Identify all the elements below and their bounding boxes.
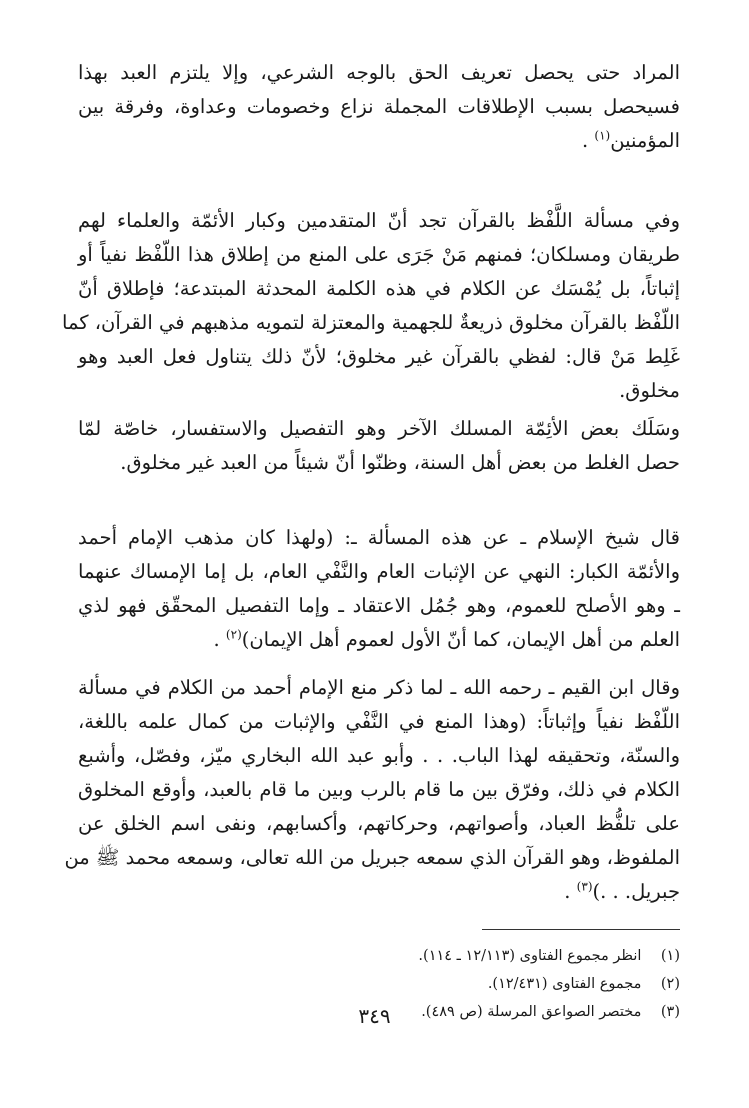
text-line: وفي مسألة اللَّفْظ بالقرآن تجد أنّ المتقدمين وكبار الأئمّة والعلماء لهم bbox=[78, 209, 680, 232]
footnote-ref-2[interactable]: (٢) bbox=[225, 627, 242, 642]
text-line: على تلفُّظ العباد، وأصواتهم، وحركاتهم، وأكسابهم، ونفى اسم الخلق عن bbox=[78, 812, 680, 835]
text-line-last bbox=[78, 124, 680, 158]
body-paragraph-1 bbox=[78, 56, 680, 158]
sentence-end: . bbox=[564, 880, 577, 903]
footnote-text: مختصر الصواعق المرسلة (ص ٤٨٩). bbox=[421, 1004, 642, 1020]
footnote-number: (٢) bbox=[660, 976, 680, 992]
text-line: اللّفْظ نفياً وإثباتاً: (وهذا المنع في النَّفْي والإثبات من كمال علمه باللغة، bbox=[78, 710, 680, 733]
text-line-last bbox=[78, 875, 680, 909]
text-line: طريقان ومسلكان؛ فمنهم مَنْ جَرَى على المنع من إطلاق هذا اللّفْظ نفياً أو bbox=[78, 243, 680, 266]
text-line: والسنّة، وتحقيقه لهذا الباب. . . وأبو عبد الله البخاري ميّز، وفصّل، وأشبع bbox=[78, 744, 680, 767]
text-line: والأئمّة الكبار: النهي عن الإثبات العام والنَّفْي العام، بل إما الإمساك عنهما bbox=[78, 560, 680, 583]
text-line: غَلِط مَنْ قال: لفظي بالقرآن غير مخلوق؛ لأنّ ذلك يتناول فعل العبد وهو bbox=[78, 345, 680, 368]
footnote-number: (١) bbox=[660, 948, 680, 964]
text-line: اللّفْظ بالقرآن مخلوق ذريعةٌ للجهمية والمعتزلة لتمويه مذهبهم في القرآن، كما bbox=[62, 311, 680, 334]
footnote-text: مجموع الفتاوى (١٢/٤٣١). bbox=[487, 976, 642, 992]
page-number: ٣٤٩ bbox=[358, 1004, 391, 1028]
text-line-last: مخلوق. bbox=[619, 379, 680, 402]
body-paragraph-2 bbox=[62, 204, 680, 408]
text-line: وسَلَك بعض الأئِمّة المسلك الآخر وهو التفصيل والاستفسار، خاصّة لمّا bbox=[78, 417, 680, 440]
body-paragraph-3 bbox=[78, 412, 680, 480]
sentence-end: . bbox=[213, 628, 226, 651]
body-paragraph-4 bbox=[78, 521, 680, 657]
text-line-content: العلم من أهل الإيمان، كما أنّ الأول لعموم أهل الإيمان) bbox=[241, 628, 680, 651]
text-line-content: المؤمنين bbox=[610, 129, 680, 152]
body-paragraph-5 bbox=[64, 671, 680, 909]
text-line: وقال ابن القيم ـ رحمه الله ـ لما ذكر منع الإمام أحمد من الكلام في مسألة bbox=[78, 676, 680, 699]
text-line: إثباتاً، بل يُمْسَك عن الكلام في هذه الكلمة المحدثة المبتدعة؛ فإطلاق أنّ bbox=[78, 277, 680, 300]
text-line-last bbox=[78, 623, 680, 657]
sentence-end: . bbox=[582, 129, 595, 152]
footnote-2 bbox=[78, 970, 680, 998]
footnote-1 bbox=[78, 942, 680, 970]
text-line: الملفوظ، وهو القرآن الذي سمعه جبريل من الله تعالى، وسمعه محمد ﷺ من bbox=[64, 846, 680, 869]
text-line-content: جبريل. . .) bbox=[592, 880, 680, 903]
text-line: الكلام في ذلك، وفرّق بين ما قام بالرب وبين ما قام بالعبد، وأوقع المخلوق bbox=[78, 778, 680, 801]
footnote-separator bbox=[482, 929, 680, 930]
footnote-ref-3[interactable]: (٣) bbox=[576, 879, 593, 894]
text-line: المراد حتى يحصل تعريف الحق بالوجه الشرعي، وإلا يلتزم العبد بهذا bbox=[78, 61, 680, 84]
footnote-number: (٣) bbox=[660, 1004, 680, 1020]
text-line: قال شيخ الإسلام ـ عن هذه المسألة ـ: (ولهذا كان مذهب الإمام أحمد bbox=[78, 526, 680, 549]
footnote-text: انظر مجموع الفتاوى (١٢/١١٣ ـ ١١٤). bbox=[418, 948, 642, 964]
text-line: ـ وهو الأصلح للعموم، وهو جُمُل الاعتقاد ـ وإما التفصيل المحقّق فهو لذي bbox=[78, 594, 680, 617]
text-line-last: حصل الغلط من بعض أهل السنة، وظنّوا أنّ شيئاً من العبد غير مخلوق. bbox=[120, 451, 680, 474]
footnote-ref-1[interactable]: (١) bbox=[594, 128, 611, 143]
text-line: فسيحصل بسبب الإطلاقات المجملة نزاع وخصومات وعداوة، وفرقة بين bbox=[78, 95, 680, 118]
